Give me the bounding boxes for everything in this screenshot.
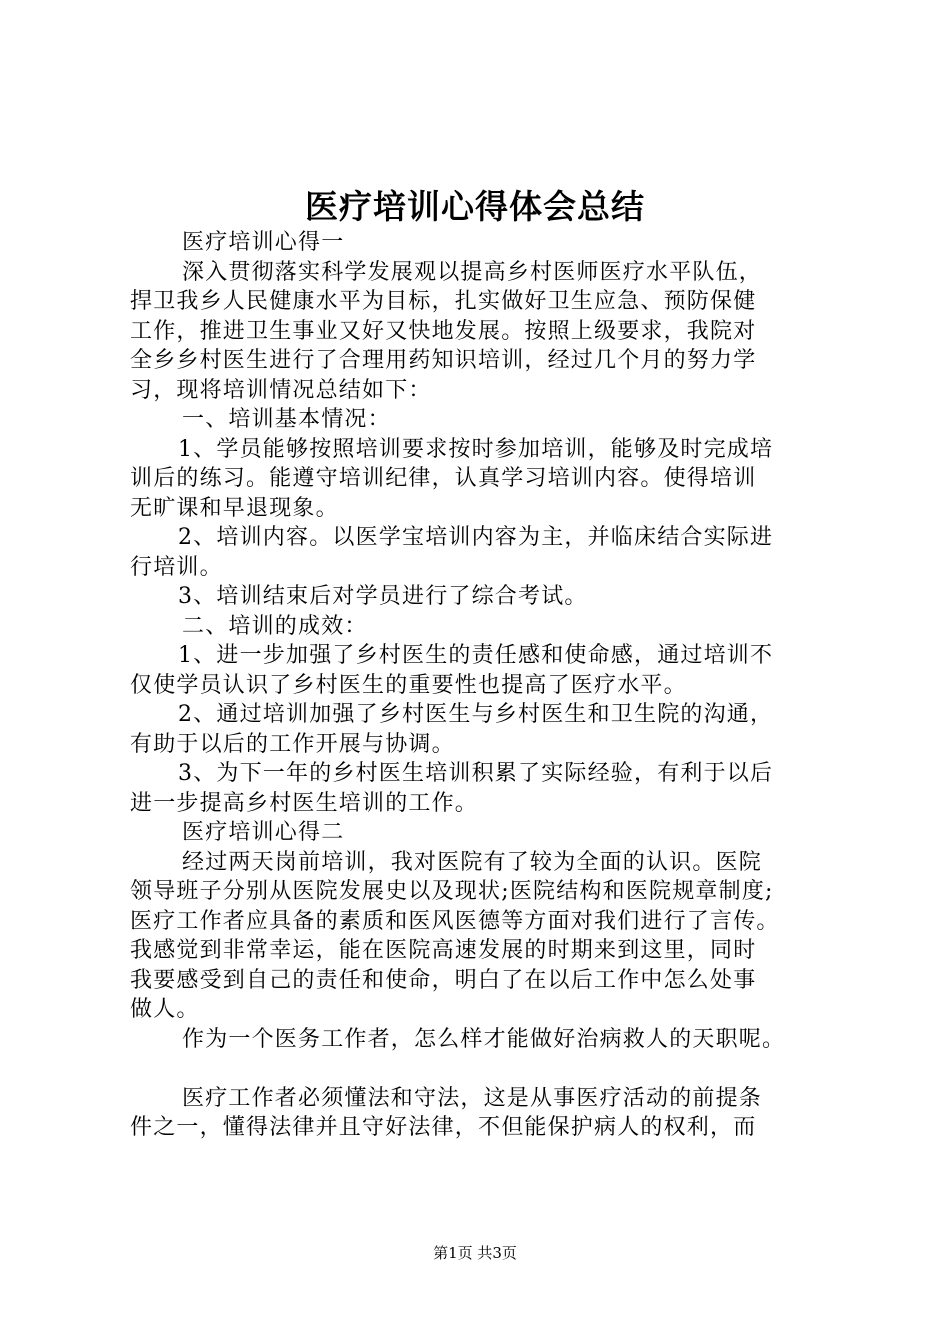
paragraph-line: 深入贯彻落实科学发展观以提高乡村医师医疗水平队伍， bbox=[182, 259, 763, 285]
paragraph-line: 训后的练习。能遵守培训纪律，认真学习培训内容。使得培训 bbox=[130, 466, 757, 491]
paragraph-line: 作为一个医务工作者，怎么样才能做好治病救人的天职呢。 bbox=[182, 1026, 786, 1052]
blank-line bbox=[130, 1054, 830, 1084]
paragraph-line: 领导班子分别从医院发展史以及现状;医院结构和医院规章制度; bbox=[130, 879, 774, 904]
paragraph-line: 习，现将培训情况总结如下： bbox=[130, 377, 432, 403]
paragraph-line: 我感觉到非常幸运，能在医院高速发展的时期来到这里，同时 bbox=[130, 938, 757, 963]
paragraph-line: 医疗工作者应具备的素质和医风医德等方面对我们进行了言传。 bbox=[130, 908, 780, 934]
subheading-line: 一、培训基本情况： bbox=[182, 407, 391, 432]
paragraph-line: 仅使学员认识了乡村医生的重要性也提高了医疗水平。 bbox=[130, 672, 687, 698]
paragraph-line: 1、进一步加强了乡村医生的责任感和使命感，通过培训不 bbox=[178, 643, 774, 668]
paragraph-line: 做人。 bbox=[130, 997, 200, 1022]
paragraph-line: 行培训。 bbox=[130, 554, 223, 580]
paragraph-line: 经过两天岗前培训，我对医院有了较为全面的认识。医院 bbox=[182, 849, 763, 875]
paragraph-line: 无旷课和早退现象。 bbox=[130, 495, 339, 521]
page-number-footer: 第1页 共3页 bbox=[433, 1244, 517, 1262]
paragraph-line: 捍卫我乡人民健康水平为目标，扎实做好卫生应急、预防保健 bbox=[130, 289, 757, 314]
paragraph-line: 有助于以后的工作开展与协调。 bbox=[130, 731, 455, 757]
document-title: 医疗培训心得体会总结 bbox=[305, 187, 645, 226]
paragraph-line: 进一步提高乡村医生培训的工作。 bbox=[130, 790, 479, 816]
paragraph-line: 1、学员能够按照培训要求按时参加培训，能够及时完成培 bbox=[178, 436, 774, 462]
section-heading-2: 医疗培训心得二 bbox=[182, 820, 345, 845]
paragraph-line: 医疗工作者必须懂法和守法，这是从事医疗活动的前提条 bbox=[182, 1085, 763, 1111]
section-heading-1: 医疗培训心得一 bbox=[182, 230, 345, 255]
paragraph-line: 我要感受到自己的责任和使命，明白了在以后工作中怎么处事 bbox=[130, 967, 757, 993]
paragraph-line: 2、通过培训加强了乡村医生与乡村医生和卫生院的沟通， bbox=[178, 702, 774, 727]
paragraph-line: 工作，推进卫生事业又好又快地发展。按照上级要求，我院对 bbox=[130, 318, 757, 344]
paragraph-line: 3、为下一年的乡村医生培训积累了实际经验，有利于以后 bbox=[178, 761, 774, 786]
subheading-line: 二、培训的成效： bbox=[182, 613, 368, 639]
paragraph-line: 2、培训内容。以医学宝培训内容为主，并临床结合实际进 bbox=[178, 525, 774, 550]
paragraph-line: 件之一，懂得法律并且守好法律，不但能保护病人的权利，而 bbox=[130, 1115, 757, 1140]
document-body bbox=[130, 228, 830, 1143]
paragraph-line: 3、培训结束后对学员进行了综合考试。 bbox=[178, 584, 588, 609]
paragraph-line: 全乡乡村医生进行了合理用药知识培训，经过几个月的努力学 bbox=[130, 348, 757, 373]
